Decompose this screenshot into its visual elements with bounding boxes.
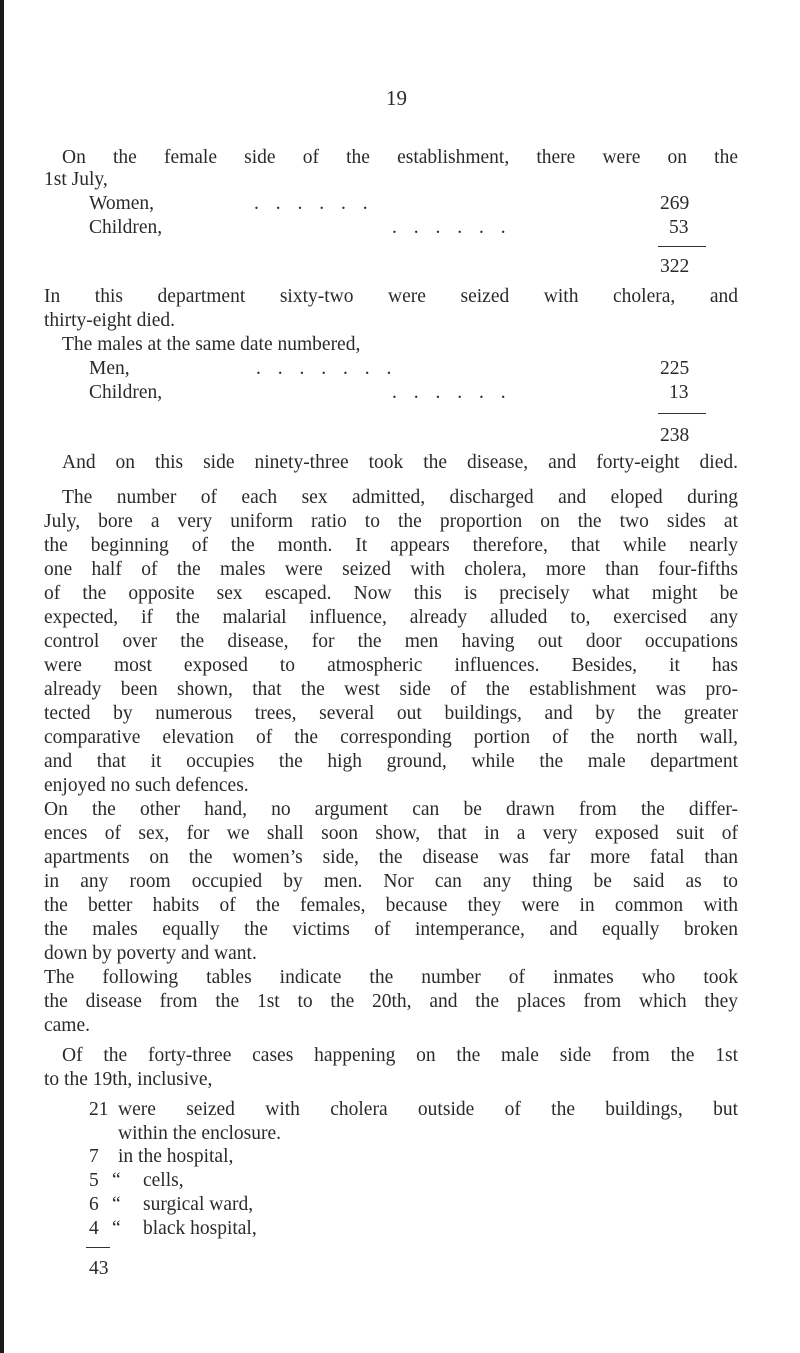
case-text: within the enclosure. [118,1123,281,1144]
paragraph-3-line: came. [44,1015,91,1036]
ditto-mark: “ [112,1170,121,1191]
paragraph-2-line: ences of sex, for we shall soon show, that in a very exposed suit of [44,823,738,844]
intro-line-2: 1st July, [44,169,108,190]
cases-total-rule [86,1247,110,1248]
male-row-men-dots: . . . . . . . [256,358,398,379]
male-total: 238 [660,425,690,446]
paragraph-2-line: in any room occupied by men. Nor can any thing be said as to [44,871,738,892]
female-total: 322 [660,256,690,277]
paragraph-2-line: down by poverty and want. [44,943,257,964]
female-row-children-label: Children, [89,217,163,238]
paragraph-1-line: one half of the males were seized with cholera, more than four-fifths [44,559,738,580]
male-row-men-label: Men, [89,358,130,379]
case-count: 7 [89,1146,99,1167]
male-row-children-dots: . . . . . . [392,382,512,403]
case-text: black hospital, [143,1218,257,1239]
female-row-women-label: Women, [89,193,155,214]
female-sentence-line-2: thirty-eight died. [44,310,176,331]
paragraph-2-line: On the other hand, no argument can be drawn from the differ- [44,799,738,820]
case-text: in the hospital, [118,1146,234,1167]
case-count: 6 [89,1194,99,1215]
male-row-men-value: 225 [660,358,690,379]
paragraph-3-line: the disease from the 1st to the 20th, and the places from which they [44,991,738,1012]
male-row-children-value: 13 [669,382,689,403]
case-text: were seized with cholera outside of the buildings, but [118,1099,738,1120]
female-total-rule [658,246,706,247]
paragraph-3-line: The following tables indicate the number of inmates who took [44,967,738,988]
female-row-women-value: 269 [660,193,690,214]
paragraph-1-line: of the opposite sex escaped. Now this is precisely what might be [44,583,738,604]
males-intro: The males at the same date numbered, [62,334,361,355]
male-total-rule [658,413,706,414]
case-text: cells, [143,1170,184,1191]
male-row-children-label: Children, [89,382,163,403]
page-number: 19 [386,86,407,110]
paragraph-1-line: and that it occupies the high ground, while the male department [44,751,738,772]
intro-line-1: On the female side of the establishment, there were on the [62,147,738,168]
case-text: surgical ward, [143,1194,254,1215]
female-row-women-dots: . . . . . . [254,193,374,214]
female-sentence-line-1: In this department sixty-two were seized with cholera, and [44,286,738,307]
paragraph-1-line: already been shown, that the west side of the establishment was pro- [44,679,738,700]
paragraph-1-line: The number of each sex admitted, discharged and eloped during [62,487,738,508]
female-row-children-value: 53 [669,217,689,238]
paragraph-1-line: were most exposed to atmospheric influences. Besides, it has [44,655,738,676]
paragraph-1-line: the beginning of the month. It appears therefore, that while nearly [44,535,738,556]
male-sentence: And on this side ninety-three took the disease, and forty-eight died. [62,452,738,473]
ditto-mark: “ [112,1218,121,1239]
paragraph-2-line: the better habits of the females, because they were in common with [44,895,738,916]
ditto-mark: “ [112,1194,121,1215]
female-row-children-dots: . . . . . . [392,217,512,238]
paragraph-2-line: apartments on the women’s side, the disease was far more fatal than [44,847,738,868]
paragraph-4-line: to the 19th, inclusive, [44,1069,213,1090]
case-count: 21 [89,1099,109,1120]
case-count: 5 [89,1170,99,1191]
paragraph-1-line: comparative elevation of the corresponding portion of the north wall, [44,727,738,748]
cases-total: 43 [89,1258,109,1279]
page-binding-edge [0,0,4,1353]
paragraph-1-line: control over the disease, for the men having out door occupations [44,631,738,652]
paragraph-1-line: expected, if the malarial influence, already alluded to, exercised any [44,607,738,628]
paragraph-4-line: Of the forty-three cases happening on the male side from the 1st [62,1045,738,1066]
paragraph-1-line: July, bore a very uniform ratio to the proportion on the two sides at [44,511,738,532]
paragraph-2-line: the males equally the victims of intemperance, and equally broken [44,919,738,940]
paragraph-1-line: enjoyed no such defences. [44,775,249,796]
paragraph-1-line: tected by numerous trees, several out buildings, and by the greater [44,703,738,724]
case-count: 4 [89,1218,99,1239]
